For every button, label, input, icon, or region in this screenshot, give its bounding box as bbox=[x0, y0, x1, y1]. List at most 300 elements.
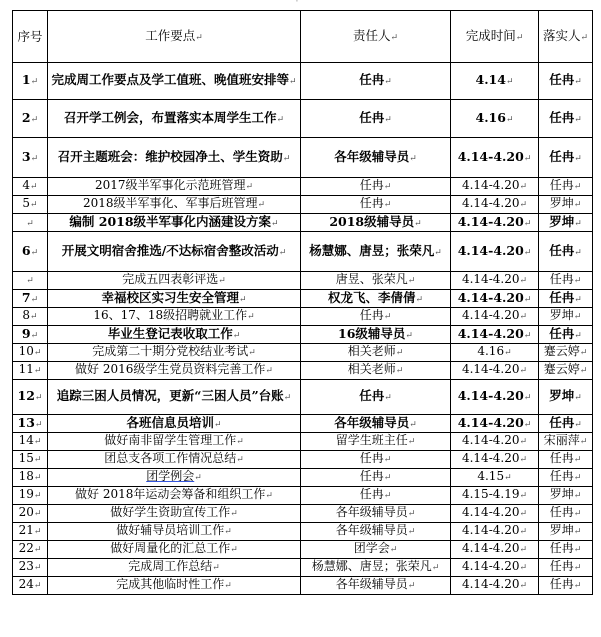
cell-task bbox=[48, 541, 301, 559]
paragraph-mark: ↵ bbox=[574, 393, 582, 403]
cell-exec bbox=[539, 541, 593, 559]
cell-time bbox=[451, 138, 539, 178]
cell-owner-text: 相关老师 bbox=[347, 362, 396, 376]
cell-time bbox=[451, 344, 539, 362]
table-row bbox=[13, 344, 593, 362]
cell-task-text: 幸福校区实习生安全管理 bbox=[101, 289, 239, 305]
cell-time bbox=[451, 308, 539, 326]
table-row bbox=[13, 290, 593, 308]
header-no: 序号 bbox=[13, 11, 48, 63]
cell-task-text: 完成第二十期分党校结业考试 bbox=[92, 344, 249, 358]
paragraph-mark: ↵ bbox=[34, 393, 43, 403]
cell-exec bbox=[539, 196, 593, 214]
paragraph-mark: ↵ bbox=[194, 473, 202, 483]
table-row bbox=[13, 541, 593, 559]
cell-task bbox=[48, 487, 301, 505]
cell-time bbox=[451, 505, 539, 523]
paragraph-mark: ↵ bbox=[579, 348, 588, 358]
header-row bbox=[13, 11, 593, 63]
paragraph-mark: ↵ bbox=[30, 77, 39, 87]
paragraph-mark: ↵ bbox=[573, 455, 582, 465]
cell-owner bbox=[301, 344, 451, 362]
paragraph-mark: ↵ bbox=[573, 182, 582, 192]
cell-no bbox=[13, 523, 48, 541]
paragraph-mark: ↵ bbox=[213, 419, 222, 430]
paragraph-mark: ↵ bbox=[236, 455, 244, 465]
paragraph-mark: ↵ bbox=[407, 276, 416, 286]
paragraph-mark: ↵ bbox=[409, 153, 417, 164]
paragraph-mark: ↵ bbox=[395, 348, 404, 358]
cell-no bbox=[13, 100, 48, 138]
paragraph-mark: ↵ bbox=[395, 366, 404, 376]
cell-exec bbox=[539, 487, 593, 505]
cell-time bbox=[451, 541, 539, 559]
cell-owner bbox=[301, 214, 451, 232]
table-row bbox=[13, 178, 593, 196]
paragraph-mark: ↵ bbox=[574, 294, 582, 305]
cell-task bbox=[48, 178, 301, 196]
cell-time-text: 4.14-4.20 bbox=[457, 289, 524, 305]
cell-time-text: 4.14-4.20 bbox=[457, 148, 524, 164]
cell-exec-text: 罗坤 bbox=[549, 308, 574, 322]
cell-task-text: 编制 2018级半军事化内涵建设方案 bbox=[69, 213, 272, 229]
cell-time-text: 4.14-4.20 bbox=[461, 559, 520, 573]
table-row bbox=[13, 433, 593, 451]
paragraph-mark: ↵ bbox=[30, 330, 39, 341]
cell-task-text: 16、17、18级招聘就业工作 bbox=[93, 308, 248, 322]
cell-owner bbox=[301, 196, 451, 214]
cell-time bbox=[451, 100, 539, 138]
paragraph-mark: ↵ bbox=[34, 419, 43, 430]
cell-time bbox=[451, 290, 539, 308]
cell-exec-text: 蹇云婷 bbox=[543, 344, 580, 358]
cell-time-text: 4.16 bbox=[475, 109, 506, 125]
cell-no bbox=[13, 362, 48, 380]
cell-no bbox=[13, 290, 48, 308]
cell-time-text: 4.14-4.20 bbox=[457, 242, 524, 258]
cell-no-text: 12 bbox=[17, 388, 35, 403]
cell-time-text: 4.14-4.20 bbox=[461, 433, 520, 447]
cell-exec-text: 任冉 bbox=[549, 109, 575, 125]
paragraph-mark: ↵ bbox=[574, 330, 582, 341]
table-row bbox=[13, 559, 593, 577]
header-owner: 责任人↵ bbox=[301, 11, 451, 63]
paragraph-mark: ↵ bbox=[282, 153, 291, 164]
cell-owner-text: 任冉 bbox=[359, 451, 384, 465]
paragraph-mark: ↵ bbox=[33, 527, 42, 537]
cell-task bbox=[48, 290, 301, 308]
cell-task-text: 团总支各项工作情况总结 bbox=[104, 451, 237, 465]
paragraph-mark: ↵ bbox=[238, 294, 247, 305]
cell-task bbox=[48, 196, 301, 214]
work-plan-table bbox=[12, 10, 593, 595]
paragraph-mark: ↵ bbox=[409, 419, 417, 430]
cell-task bbox=[48, 559, 301, 577]
cell-exec-text: 任冉 bbox=[549, 541, 574, 555]
paragraph-mark: ↵ bbox=[579, 366, 588, 376]
cell-no bbox=[13, 326, 48, 344]
cell-time bbox=[451, 272, 539, 290]
paragraph-mark: ↵ bbox=[245, 182, 254, 192]
paragraph-mark: ↵ bbox=[384, 114, 392, 125]
cell-task bbox=[48, 433, 301, 451]
cell-task-text: 做好辅导员培训工作 bbox=[116, 523, 225, 537]
cell-owner bbox=[301, 523, 451, 541]
paragraph-mark: ↵ bbox=[407, 527, 416, 537]
cell-task bbox=[48, 505, 301, 523]
cell-time bbox=[451, 523, 539, 541]
cell-task-text: 做好周量化的汇总工作 bbox=[110, 541, 231, 555]
cell-owner-text: 任冉 bbox=[359, 487, 384, 501]
cell-task-text: 完成周工作总结 bbox=[128, 559, 213, 573]
cell-owner bbox=[301, 326, 451, 344]
header-time: 完成时间↵ bbox=[451, 11, 539, 63]
cell-task-text: 追踪三困人员情况，更新“三困人员”台账 bbox=[56, 388, 284, 403]
paragraph-mark: ↵ bbox=[431, 563, 440, 573]
cell-exec-text: 宋丽萍 bbox=[543, 433, 580, 447]
table-row bbox=[13, 232, 593, 272]
cell-exec bbox=[539, 577, 593, 595]
cell-no-text: 11 bbox=[18, 362, 34, 376]
paragraph-mark: ↵ bbox=[30, 182, 38, 192]
cell-exec bbox=[539, 272, 593, 290]
cell-time bbox=[451, 577, 539, 595]
cell-no bbox=[13, 138, 48, 178]
cell-time bbox=[451, 232, 539, 272]
cell-task bbox=[48, 326, 301, 344]
cell-exec bbox=[539, 505, 593, 523]
paragraph-mark: ↵ bbox=[288, 77, 297, 87]
paragraph-mark: ↵ bbox=[33, 545, 42, 555]
cell-no bbox=[13, 196, 48, 214]
table-row bbox=[13, 214, 593, 232]
header-task: 工作要点↵ bbox=[48, 11, 301, 63]
paragraph-mark: ↵ bbox=[519, 276, 528, 286]
paragraph-mark: ↵ bbox=[407, 581, 416, 591]
paragraph-mark: ↵ bbox=[247, 312, 255, 322]
paragraph-mark: ↵ bbox=[505, 114, 514, 125]
cell-exec bbox=[539, 523, 593, 541]
cell-time bbox=[451, 469, 539, 487]
cell-time bbox=[451, 63, 539, 100]
cell-time-text: 4.14-4.20 bbox=[461, 541, 520, 555]
cell-no bbox=[13, 451, 48, 469]
cell-exec-text: 任冉 bbox=[549, 414, 575, 430]
paragraph-mark: ↵ bbox=[407, 437, 416, 447]
table-row bbox=[13, 196, 593, 214]
table-row bbox=[13, 469, 593, 487]
paragraph-mark: ↵ bbox=[33, 366, 42, 376]
paragraph-mark: ↵ bbox=[224, 581, 232, 591]
cell-no-text: 20 bbox=[18, 505, 34, 519]
cell-owner-text: 各年级辅导员 bbox=[334, 414, 410, 430]
cell-time bbox=[451, 362, 539, 380]
cell-owner-text: 各年级辅导员 bbox=[335, 577, 408, 591]
cell-exec-text: 任冉 bbox=[549, 325, 575, 341]
corner-mark: ' bbox=[296, 0, 298, 7]
paragraph-mark: ↵ bbox=[271, 218, 279, 229]
paragraph-mark: ↵ bbox=[573, 563, 582, 573]
cell-time-text: 4.14-4.20 bbox=[461, 577, 520, 591]
cell-owner bbox=[301, 487, 451, 505]
paragraph-mark: ↵ bbox=[519, 455, 528, 465]
cell-exec bbox=[539, 326, 593, 344]
cell-time bbox=[451, 178, 539, 196]
cell-task-text: 召开学工例会，布置落实本周学生工作 bbox=[63, 109, 277, 125]
cell-exec-text: 任冉 bbox=[549, 577, 574, 591]
cell-time bbox=[451, 487, 539, 505]
table-row bbox=[13, 100, 593, 138]
cell-task-text: 2017级半军事化示范班管理 bbox=[94, 178, 246, 192]
table-row bbox=[13, 505, 593, 523]
cell-owner-text: 各年级辅导员 bbox=[335, 523, 408, 537]
cell-time bbox=[451, 451, 539, 469]
cell-no-text: 13 bbox=[17, 414, 35, 430]
cell-task-text: 完成五四表彰评选 bbox=[122, 272, 219, 286]
cell-no bbox=[13, 308, 48, 326]
cell-no bbox=[13, 433, 48, 451]
cell-time-text: 4.14-4.20 bbox=[457, 213, 524, 229]
cell-time bbox=[451, 415, 539, 433]
paragraph-mark: ↵ bbox=[573, 473, 582, 483]
paragraph-mark: ↵ bbox=[383, 182, 392, 192]
paragraph-mark: ↵ bbox=[573, 545, 582, 555]
cell-exec bbox=[539, 415, 593, 433]
cell-no-text: 4 bbox=[22, 178, 31, 192]
cell-exec-text: 任冉 bbox=[549, 469, 574, 483]
cell-time-text: 4.14-4.20 bbox=[461, 196, 520, 210]
paragraph-mark: ↵ bbox=[573, 200, 582, 210]
cell-task-text: 团学例会 bbox=[146, 469, 195, 483]
cell-owner bbox=[301, 178, 451, 196]
paragraph-mark: ↵ bbox=[212, 563, 220, 573]
cell-no-text: 8 bbox=[22, 308, 31, 322]
cell-owner-text: 任冉 bbox=[359, 308, 384, 322]
cell-task-text: 毕业生登记表收取工作 bbox=[107, 325, 233, 341]
paragraph-mark: ↵ bbox=[33, 473, 42, 483]
cell-owner bbox=[301, 63, 451, 100]
paragraph-mark: ↵ bbox=[523, 153, 532, 164]
paragraph-mark: ↵ bbox=[573, 491, 582, 501]
cell-no-text: 23 bbox=[18, 559, 34, 573]
paragraph-mark: ↵ bbox=[283, 393, 292, 403]
cell-task-text: 做好学生资助宣传工作 bbox=[110, 505, 231, 519]
cell-owner-text: 各年级辅导员 bbox=[334, 148, 410, 164]
cell-owner-text: 任冉 bbox=[359, 196, 384, 210]
cell-task-text: 各班信息员培训 bbox=[126, 414, 214, 430]
cell-owner-text: 任冉 bbox=[359, 109, 385, 125]
cell-no-text: 3 bbox=[21, 148, 31, 164]
cell-time-text: 4.14-4.20 bbox=[461, 523, 520, 537]
paragraph-mark: ↵ bbox=[389, 545, 398, 555]
cell-owner bbox=[301, 415, 451, 433]
cell-no bbox=[13, 232, 48, 272]
cell-owner bbox=[301, 232, 451, 272]
cell-task bbox=[48, 577, 301, 595]
cell-task bbox=[48, 214, 301, 232]
cell-task bbox=[48, 344, 301, 362]
table-row bbox=[13, 415, 593, 433]
paragraph-mark: ↵ bbox=[519, 182, 528, 192]
paragraph-mark: ↵ bbox=[574, 419, 582, 430]
paragraph-mark: ↵ bbox=[405, 330, 413, 341]
cell-no-text: 9 bbox=[21, 325, 31, 341]
cell-owner bbox=[301, 559, 451, 577]
cell-exec bbox=[539, 308, 593, 326]
cell-exec bbox=[539, 433, 593, 451]
table-row bbox=[13, 308, 593, 326]
cell-owner bbox=[301, 469, 451, 487]
table-row bbox=[13, 272, 593, 290]
cell-task bbox=[48, 100, 301, 138]
paragraph-mark: ↵ bbox=[30, 294, 39, 305]
cell-owner bbox=[301, 100, 451, 138]
cell-owner bbox=[301, 308, 451, 326]
cell-owner-text: 任冉 bbox=[359, 178, 384, 192]
cell-owner-text: 唐昱、张荣凡 bbox=[335, 272, 408, 286]
cell-task bbox=[48, 63, 301, 100]
cell-exec bbox=[539, 380, 593, 415]
cell-time-text: 4.14-4.20 bbox=[461, 272, 520, 286]
cell-time-text: 4.14-4.20 bbox=[457, 388, 524, 403]
paragraph-mark: ↵ bbox=[30, 114, 39, 125]
cell-owner bbox=[301, 272, 451, 290]
cell-task-text: 完成其他临时性工作 bbox=[116, 577, 225, 591]
cell-owner bbox=[301, 380, 451, 415]
paragraph-mark: ↵ bbox=[33, 491, 42, 501]
cell-no-text: 6 bbox=[21, 242, 31, 258]
paragraph-mark: ↵ bbox=[504, 348, 512, 358]
cell-no bbox=[13, 559, 48, 577]
paragraph-mark: ↵ bbox=[519, 509, 528, 519]
cell-exec bbox=[539, 344, 593, 362]
cell-exec bbox=[539, 451, 593, 469]
paragraph-mark: ↵ bbox=[230, 509, 238, 519]
paragraph-mark: ↵ bbox=[33, 455, 42, 465]
paragraph-mark: ↵ bbox=[573, 581, 582, 591]
paragraph-mark: ↵ bbox=[236, 437, 244, 447]
cell-exec bbox=[539, 290, 593, 308]
paragraph-mark: ↵ bbox=[383, 200, 392, 210]
cell-owner-text: 团学会 bbox=[353, 541, 390, 555]
paragraph-mark: ↵ bbox=[407, 509, 416, 519]
paragraph-mark: ↵ bbox=[519, 437, 528, 447]
paragraph-mark: ↵ bbox=[265, 491, 273, 501]
paragraph-mark: ↵ bbox=[257, 200, 266, 210]
paragraph-mark: ↵ bbox=[26, 218, 34, 229]
paragraph-mark: ↵ bbox=[383, 312, 392, 322]
cell-time bbox=[451, 559, 539, 577]
cell-exec-text: 罗坤 bbox=[549, 487, 574, 501]
cell-task-text: 开展文明宿舍推选/不达标宿舍整改活动 bbox=[61, 242, 279, 258]
cell-exec-text: 任冉 bbox=[549, 559, 574, 573]
cell-task-text: 2018级半军事化、军事后班管理 bbox=[82, 196, 258, 210]
paragraph-mark: ↵ bbox=[33, 437, 42, 447]
header-exec: 落实人↵ bbox=[539, 11, 593, 63]
cell-task-text: 做好南非留学生管理工作 bbox=[104, 433, 237, 447]
table-row bbox=[13, 523, 593, 541]
cell-task bbox=[48, 232, 301, 272]
paragraph-mark: ↵ bbox=[579, 437, 588, 447]
cell-owner-text: 各年级辅导员 bbox=[335, 505, 408, 519]
cell-owner-text: 任冉 bbox=[359, 72, 385, 87]
cell-owner bbox=[301, 577, 451, 595]
cell-task-text: 做好 2016级学生党员资料完善工作 bbox=[75, 362, 266, 376]
cell-exec-text: 罗坤 bbox=[549, 196, 574, 210]
cell-exec-text: 罗坤 bbox=[549, 388, 575, 403]
paragraph-mark: ↵ bbox=[574, 153, 582, 164]
cell-exec-text: 任冉 bbox=[549, 272, 574, 286]
cell-task bbox=[48, 469, 301, 487]
cell-task bbox=[48, 523, 301, 541]
cell-time-text: 4.14-4.20 bbox=[461, 308, 520, 322]
paragraph-mark: ↵ bbox=[519, 527, 528, 537]
cell-task bbox=[48, 451, 301, 469]
cell-time bbox=[451, 214, 539, 232]
paragraph-mark: ↵ bbox=[218, 276, 226, 286]
cell-exec bbox=[539, 469, 593, 487]
paragraph-mark: ↵ bbox=[574, 247, 582, 258]
cell-owner-text: 杨慧娜、唐昱；张荣凡 bbox=[311, 559, 432, 573]
cell-no bbox=[13, 344, 48, 362]
cell-exec-text: 任冉 bbox=[549, 72, 575, 87]
paragraph-mark: ↵ bbox=[30, 200, 38, 210]
cell-no-text: 2 bbox=[21, 109, 31, 125]
cell-exec-text: 任冉 bbox=[549, 505, 574, 519]
paragraph-mark: ↵ bbox=[383, 455, 392, 465]
cell-no-text: 10 bbox=[18, 344, 34, 358]
cell-no-text: 21 bbox=[18, 523, 34, 537]
cell-no-text: 24 bbox=[18, 577, 34, 591]
paragraph-mark: ↵ bbox=[523, 330, 532, 341]
paragraph-mark: ↵ bbox=[574, 77, 582, 87]
paragraph-mark: ↵ bbox=[224, 527, 232, 537]
cell-time-text: 4.14-4.20 bbox=[461, 451, 520, 465]
cell-owner-text: 16级辅导员 bbox=[338, 325, 406, 341]
cell-exec-text: 罗坤 bbox=[549, 213, 575, 229]
paragraph-mark: ↵ bbox=[33, 563, 42, 573]
cell-owner bbox=[301, 541, 451, 559]
cell-task bbox=[48, 272, 301, 290]
table-row bbox=[13, 577, 593, 595]
cell-exec-text: 任冉 bbox=[549, 289, 575, 305]
cell-no bbox=[13, 272, 48, 290]
cell-exec-text: 任冉 bbox=[549, 148, 575, 164]
cell-time-text: 4.14-4.20 bbox=[461, 505, 520, 519]
cell-task-text: 召开主题班会：维护校园净土、学生资助 bbox=[57, 148, 283, 164]
cell-no-text: 22 bbox=[18, 541, 34, 555]
cell-owner bbox=[301, 505, 451, 523]
paragraph-mark: ↵ bbox=[519, 545, 528, 555]
paragraph-mark: ↵ bbox=[30, 312, 38, 322]
table-row bbox=[13, 362, 593, 380]
paragraph-mark: ↵ bbox=[278, 247, 287, 258]
cell-task-text: 做好 2018年运动会筹备和组织工作 bbox=[75, 487, 266, 501]
paragraph-mark: ↵ bbox=[523, 419, 532, 430]
paragraph-mark: ↵ bbox=[574, 114, 582, 125]
paragraph-mark: ↵ bbox=[504, 473, 512, 483]
table-row bbox=[13, 138, 593, 178]
cell-owner bbox=[301, 451, 451, 469]
paragraph-mark: ↵ bbox=[519, 366, 528, 376]
cell-no bbox=[13, 505, 48, 523]
paragraph-mark: ↵ bbox=[523, 218, 532, 229]
paragraph-mark: ↵ bbox=[434, 247, 442, 258]
cell-no-text: 7 bbox=[21, 289, 31, 305]
paragraph-mark: ↵ bbox=[30, 153, 39, 164]
cell-owner bbox=[301, 290, 451, 308]
cell-no bbox=[13, 541, 48, 559]
